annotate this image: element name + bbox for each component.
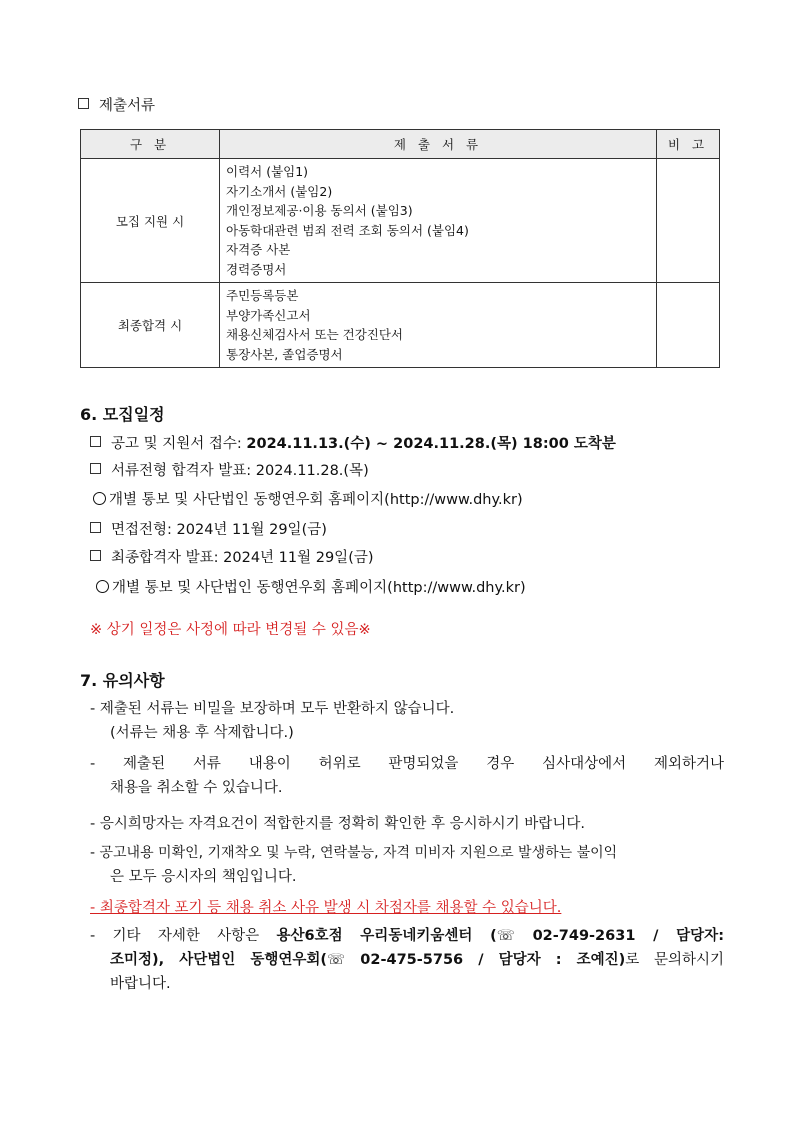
header-note: 비 고: [657, 130, 720, 159]
circle-bullet-icon: [96, 580, 109, 593]
list-item: 부양가족신고서: [226, 307, 311, 323]
table-row: [81, 159, 720, 283]
circle-bullet-icon: [93, 492, 106, 505]
schedule-title: 6. 모집일정: [80, 405, 165, 424]
header-documents: 제 출 서 류: [220, 130, 657, 159]
list-item: 자격증 사본: [226, 242, 291, 257]
row-note: [657, 283, 720, 368]
checkbox-square-icon: [78, 98, 89, 109]
notes-title: 7. 유의사항: [80, 671, 165, 690]
note-item-1: - 제출된 서류는 비밀을 보장하며 모두 반환하지 않습니다. (서류는 채용 후 삭제합니다.): [90, 701, 455, 741]
schedule-line-notify-2: 개별 통보 및 사단법인 동행연우회 홈페이지(http://www.dhy.kr): [96, 576, 526, 597]
note-item-3: - 응시희망자는 자격요건이 적합한지를 정확히 확인한 후 응시하시기 바랍니다.: [90, 816, 585, 832]
list-item: 이력서 (붙임1): [226, 164, 309, 179]
note-item-2: - 제출된 서류 내용이 허위로 판명되었을 경우 심사대상에서 제외하거나 채용을 취소할 수 있습니다.: [90, 756, 724, 796]
row-category: 모집 지원 시: [81, 159, 220, 283]
schedule-line-document-result: 서류전형 합격자 발표: 2024.11.28.(목): [90, 459, 369, 480]
schedule-line-interview: 면접전형: 2024년 11월 29일(금): [90, 518, 327, 539]
table-row: [81, 283, 720, 368]
list-item: 경력증명서: [226, 261, 287, 277]
checkbox-square-icon: [90, 436, 101, 447]
header-category: 구 분: [81, 130, 220, 159]
documents-heading: 제출서류: [78, 94, 155, 115]
row-items: [220, 159, 657, 283]
documents-table: [80, 129, 720, 368]
checkbox-square-icon: [90, 463, 101, 474]
schedule-notice: ※ 상기 일정은 사정에 따라 변경될 수 있음※: [90, 622, 371, 638]
list-item: 아동학대관련 범죄 전력 조회 동의서 (붙임4): [226, 222, 469, 238]
note-item-4: - 공고내용 미확인, 기재착오 및 누락, 연락불능, 자격 미비자 지원으로 발생하는 불이익 은 모두 응시자의 책임입니다.: [90, 845, 618, 885]
schedule-line-application: 공고 및 지원서 접수: 2024.11.13.(수) ~ 2024.11.28.(목) 18:00 도착분: [90, 432, 616, 453]
schedule-line-final-result: 최종합격자 발표: 2024년 11월 29일(금): [90, 546, 374, 567]
table-header-row: [81, 130, 720, 159]
row-category: 최종합격 시: [81, 283, 220, 368]
row-note: [657, 159, 720, 283]
list-item: 주민등록등본: [226, 288, 299, 303]
list-item: 채용신체검사서 또는 건강진단서: [226, 327, 403, 342]
note-item-6: - 기타 자세한 사항은 용산6호점 우리동네키움센터 (☏ 02-749-2631 / 담당자: 조미정), 사단법인 동행연우회(☏ 02-475-5756 / 담당자 : 조예진)로 문의하시기 바랍니다.: [90, 928, 725, 992]
list-item: 자기소개서 (붙임2): [226, 183, 333, 199]
list-item: 통장사본, 졸업증명서: [226, 346, 343, 362]
note-item-5: - 최종합격자 포기 등 채용 취소 사유 발생 시 차점자를 채용할 수 있습니다.: [90, 900, 562, 916]
row-items: [220, 283, 657, 368]
schedule-line-notify-1: 개별 통보 및 사단법인 동행연우회 홈페이지(http://www.dhy.kr): [93, 488, 523, 509]
checkbox-square-icon: [90, 550, 101, 561]
checkbox-square-icon: [90, 522, 101, 533]
list-item: 개인정보제공·이용 동의서 (붙임3): [226, 203, 413, 218]
